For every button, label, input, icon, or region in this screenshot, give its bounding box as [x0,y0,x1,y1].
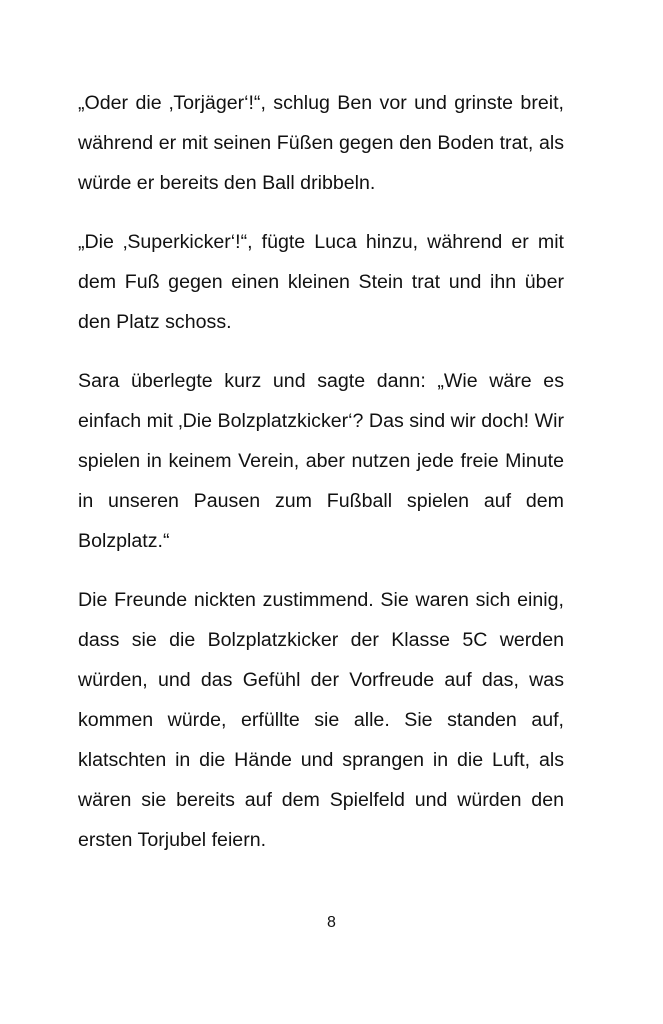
page-body [78,83,564,879]
paragraph: Sara überlegte kurz und sagte dann: „Wie wäre es einfach mit ‚Die Bolzplatzkicker‘? Das sind wir doch! Wir spielen in keinem Verein, aber nutzen jede freie Minute in unseren Pausen zum Fußball spielen auf dem Bolzplatz.“ [78,370,564,552]
paragraph: „Oder die ‚Torjäger‘!“, schlug Ben vor und grinste breit, während er mit seinen Füßen gegen den Boden trat, als würde er bereits den Ball dribbeln. [78,92,564,194]
paragraph: „Die ‚Superkicker‘!“, fügte Luca hinzu, während er mit dem Fuß gegen einen kleinen Stein trat und ihn über den Platz schoss. [78,231,564,333]
page-number: 8 [327,914,336,931]
paragraph: Die Freunde nickten zustimmend. Sie waren sich einig, dass sie die Bolzplatzkicker der Klasse 5C werden würden, und das Gefühl der Vorfreude auf das, was kommen würde, erfüllte sie alle. Sie standen auf, klatschten in die Hände und sprangen in die Luft, als wären sie bereits auf dem Spielfeld und würden den ersten Torjubel feiern. [78,589,564,851]
